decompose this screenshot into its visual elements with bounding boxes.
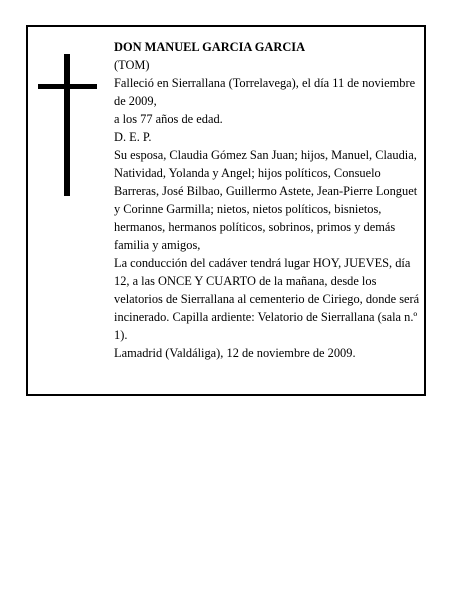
family-survivors: Su esposa, Claudia Gómez San Juan; hijos, Manuel, Claudia, Natividad, Yolanda y Angel; hijos políticos, Consuelo Barreras, José Bilbao, Guillermo Astete, Jean-Pierre Longuet y Corinne Garmilla; nietos, nietos políticos, bisnietos, hermanos, hermanos políticos, sobrinos, primos y demás familia y amigos, <box>114 148 418 252</box>
obituary-text <box>114 38 426 362</box>
death-info: Falleció en Sierrallana (Torrelavega), el día 11 de noviembre de 2009, <box>114 76 416 108</box>
deceased-nickname: (TOM) <box>114 58 150 72</box>
cross-icon-crossbar <box>38 84 97 89</box>
cross-icon <box>64 54 70 196</box>
place-and-date: Lamadrid (Valdáliga), 12 de noviembre de 2009. <box>114 346 356 360</box>
rest-in-peace: D. E. P. <box>114 130 152 144</box>
funeral-details: La conducción del cadáver tendrá lugar HOY, JUEVES, día 12, a las ONCE Y CUARTO de la mañana, desde los velatorios de Sierrallana al cementerio de Ciriego, donde será incinerado. Capilla ardiente: Velatorio de Sierrallana (sala n.º 1). <box>114 256 420 342</box>
age-at-death: a los 77 años de edad. <box>114 112 223 126</box>
deceased-name: DON MANUEL GARCIA GARCIA <box>114 40 306 54</box>
